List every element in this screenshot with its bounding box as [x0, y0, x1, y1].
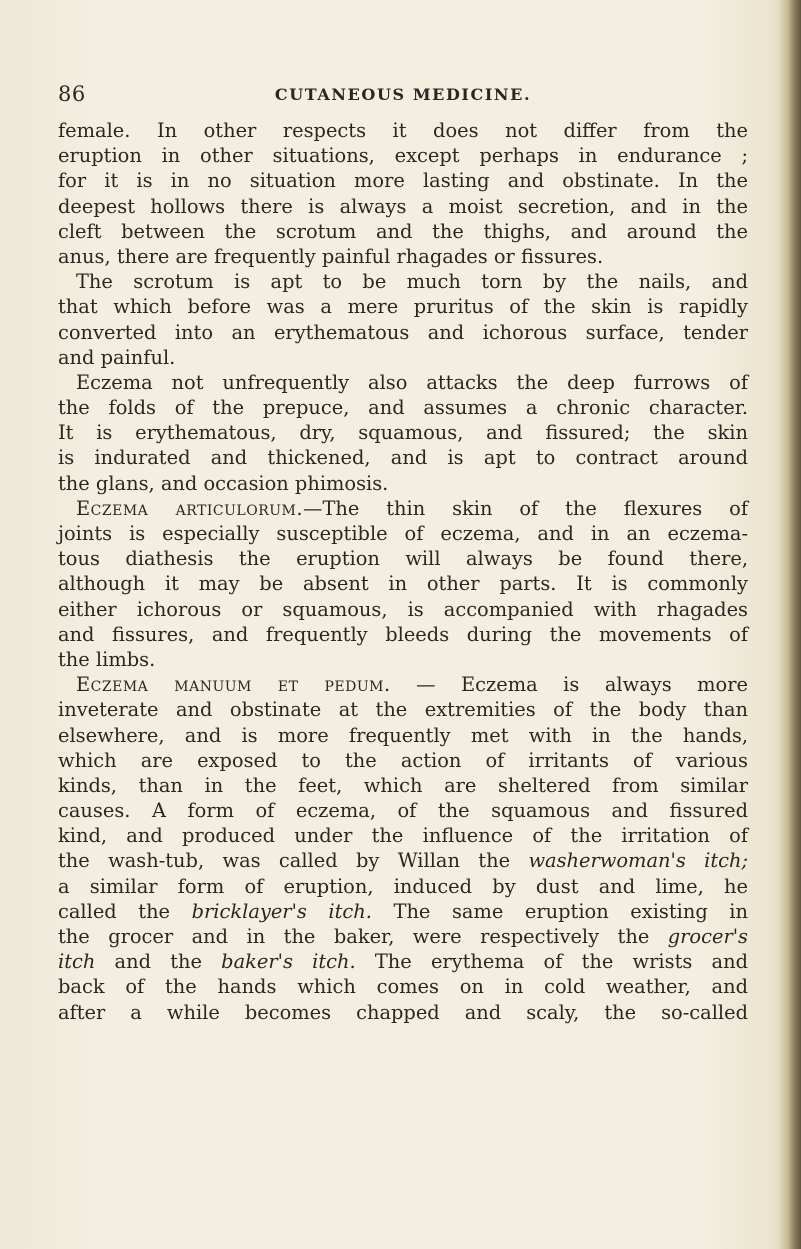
text-line: eruption in other situations, except perhaps in endurance ;: [58, 144, 748, 168]
page-number: 86: [58, 82, 86, 106]
italic-term: grocer's: [667, 925, 748, 948]
text-line: elsewhere, and is more frequently met with in the hands,: [58, 723, 748, 747]
text-line: either ichorous or squamous, is accompanied with rhagades: [58, 597, 748, 621]
text-line: The scrotum is apt to be much torn by the nails, and: [76, 270, 748, 294]
text-run: — Eczema is always more: [390, 673, 748, 697]
text-line: a similar form of eruption, induced by dust and lime, he: [58, 874, 748, 898]
text-line: the glans, and occasion phimosis.: [58, 471, 389, 495]
text-line: causes. A form of eczema, of the squamous and fissured: [58, 799, 748, 823]
text-line: although it may be absent in other parts. It is commonly: [58, 572, 748, 596]
text-line: [58, 899, 748, 924]
text-run: and the: [114, 950, 202, 974]
italic-term: baker's itch.: [221, 950, 356, 974]
text-line: and painful.: [58, 345, 176, 369]
text-run: The erythema of the wrists and: [355, 950, 748, 974]
text-line: [58, 924, 748, 949]
text-line: that which before was a mere pruritus of the skin is rapidly: [58, 295, 748, 319]
text-line: deepest hollows there is always a moist secretion, and in the: [58, 194, 748, 218]
text-line: back of the hands which comes on in cold weather, and: [58, 975, 748, 999]
italic-term: bricklayer's itch.: [191, 899, 372, 923]
text-line: [58, 949, 748, 974]
text-line: which are exposed to the action of irritants of various: [58, 748, 748, 772]
text-run: the grocer and in the baker, were respectively the: [58, 925, 650, 948]
text-line: converted into an erythematous and ichorous surface, tender: [58, 320, 748, 344]
italic-term: washerwoman's itch;: [528, 849, 748, 873]
text-line: [58, 672, 748, 697]
text-run: the wash-tub, was called by Willan the: [58, 849, 511, 873]
text-line: female. In other respects it does not differ from the: [58, 119, 748, 142]
italic-term: itch: [58, 950, 96, 974]
running-title: CUTANEOUS MEDICINE.: [274, 85, 532, 104]
section-heading: Eczema manuum et pedum.: [76, 673, 391, 697]
text-run: The same eruption existing in: [371, 899, 748, 923]
text-run: —The thin skin of the flexures of: [303, 496, 748, 520]
text-line: the limbs.: [58, 647, 156, 671]
text-line: joints is especially susceptible of eczema, and in an eczema-: [58, 522, 748, 545]
text-line: [58, 496, 748, 521]
text-run: called the: [58, 899, 171, 923]
text-line: for it is in no situation more lasting and obstinate. In the: [58, 169, 748, 193]
text-line: is indurated and thickened, and is apt to contract around: [58, 446, 748, 470]
body-text: [58, 118, 748, 1025]
text-line: Eczema not unfrequently also attacks the deep furrows of: [76, 370, 748, 394]
text-line: after a while becomes chapped and scaly, the so-called: [58, 1000, 748, 1024]
text-line: inveterate and obstinate at the extremities of the body than: [58, 698, 748, 722]
text-line: tous diathesis the eruption will always be found there,: [58, 547, 748, 571]
page-header: [58, 82, 748, 108]
text-line: anus, there are frequently painful rhagades or fissures.: [58, 244, 604, 268]
text-line: and fissures, and frequently bleeds during the movements of: [58, 622, 748, 646]
text-line: kinds, than in the feet, which are sheltered from similar: [58, 773, 748, 797]
section-heading: Eczema articulorum.: [76, 496, 304, 520]
text-line: [58, 848, 748, 873]
text-line: kind, and produced under the influence of the irritation of: [58, 824, 748, 848]
text-line: the folds of the prepuce, and assumes a chronic character.: [58, 396, 748, 420]
page-edge-shadow: [779, 0, 801, 1249]
text-line: cleft between the scrotum and the thighs, and around the: [58, 219, 748, 243]
text-line: It is erythematous, dry, squamous, and fissured; the skin: [58, 421, 748, 445]
